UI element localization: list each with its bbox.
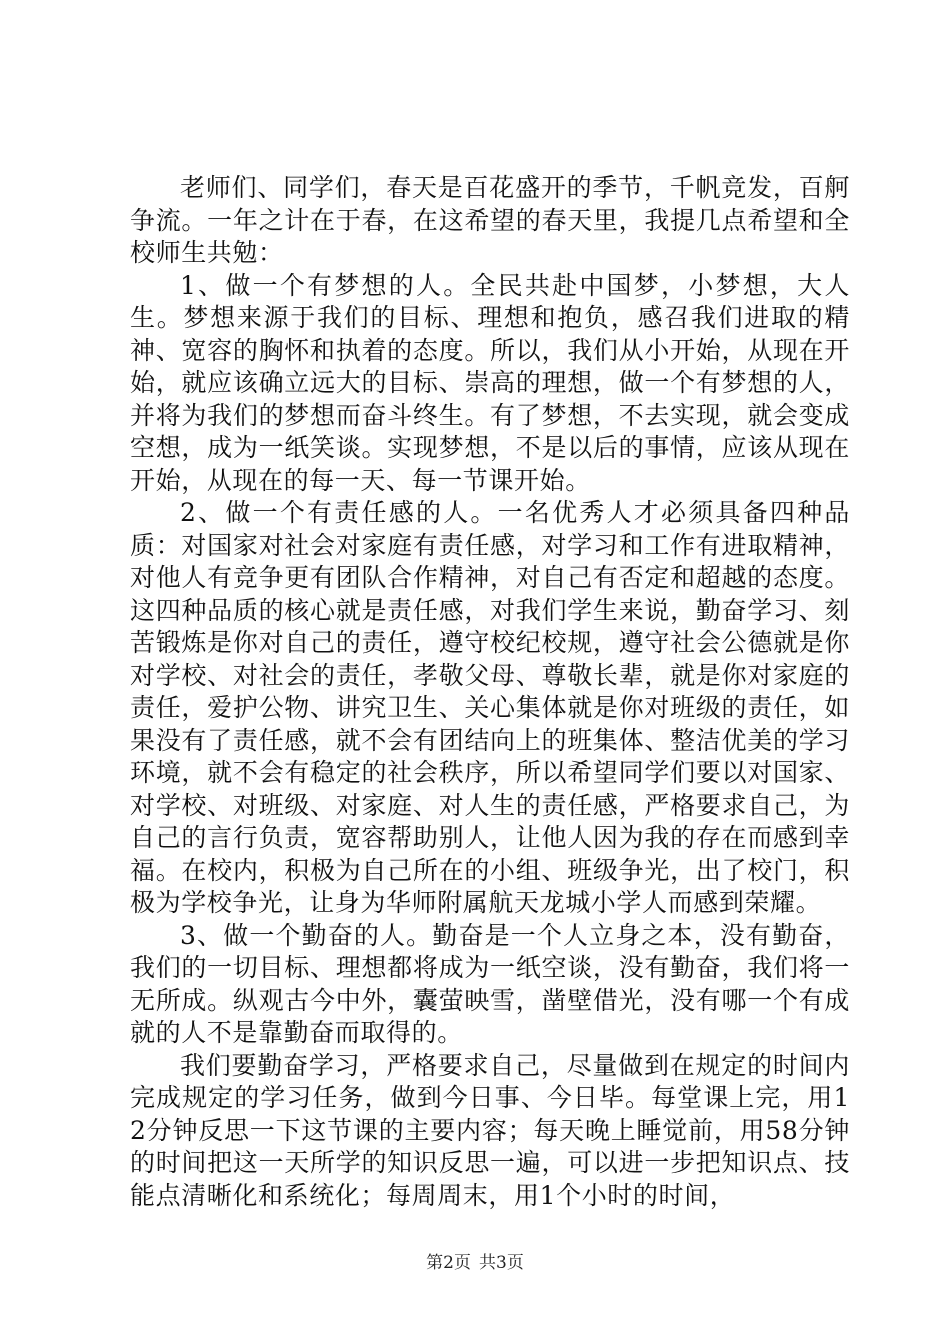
- paragraph-responsibility: 2、做一个有责任感的人。一名优秀人才必须具备四种品质：对国家对社会对家庭有责任感，对学习和工作有进取精神，对他人有竞争更有团队合作精神，对自己有否定和超越的态度。这四种品质的核心就是责任感，对我们学生来说，勤奋学习、刻苦锻炼是你对自己的责任，遵守校纪校规，遵守社会公德就是你对学校、对社会的责任，孝敬父母、尊敬长辈，就是你对家庭的责任，爱护公物、讲究卫生、关心集体就是你对班级的责任，如果没有了责任感，就不会有团结向上的班集体、整洁优美的学习环境，就不会有稳定的社会秩序，所以希望同学们要以对国家、对学校、对班级、对家庭、对人生的责任感，严格要求自己，为自己的言行负责，宽容帮助别人，让他人因为我的存在而感到幸福。在校内，积极为自己所在的小组、班级争光，出了校门，积极为学校争光，让身为华师附属航天龙城小学人而感到荣耀。: [130, 498, 850, 917]
- paragraph-diligence: 3、做一个勤奋的人。勤奋是一个人立身之本，没有勤奋，我们的一切目标、理想都将成为一纸空谈，没有勤奋，我们将一无所成。纵观古今中外，囊萤映雪，凿壁借光，没有哪一个有成就的人不是靠勤奋而取得的。: [130, 920, 850, 1047]
- page-total: 共3页: [479, 1253, 524, 1273]
- page-number: 第2页: [426, 1253, 471, 1273]
- paragraph-intro: 老师们、同学们，春天是百花盛开的季节，千帆竞发，百舸争流。一年之计在于春，在这希望的春天里，我提几点希望和全校师生共勉：: [130, 173, 850, 267]
- document-body: [130, 172, 850, 1212]
- paragraph-study: 我们要勤奋学习，严格要求自己，尽量做到在规定的时间内完成规定的学习任务，做到今日事、今日毕。每堂课上完，用12分钟反思一下这节课的主要内容；每天晚上睡觉前，用58分钟的时间把这一天所学的知识反思一遍，可以进一步把知识点、技能点清晰化和系统化；每周周末，用1个小时的时间，: [130, 1050, 850, 1210]
- page-footer: [0, 1248, 950, 1273]
- paragraph-dream: 1、做一个有梦想的人。全民共赴中国梦，小梦想，大人生。梦想来源于我们的目标、理想和抱负，感召我们进取的精神、宽容的胸怀和执着的态度。所以，我们从小开始，从现在开始，就应该确立远大的目标、崇高的理想，做一个有梦想的人，并将为我们的梦想而奋斗终生。有了梦想，不去实现，就会变成空想，成为一纸笑谈。实现梦想，不是以后的事情，应该从现在开始，从现在的每一天、每一节课开始。: [130, 270, 850, 495]
